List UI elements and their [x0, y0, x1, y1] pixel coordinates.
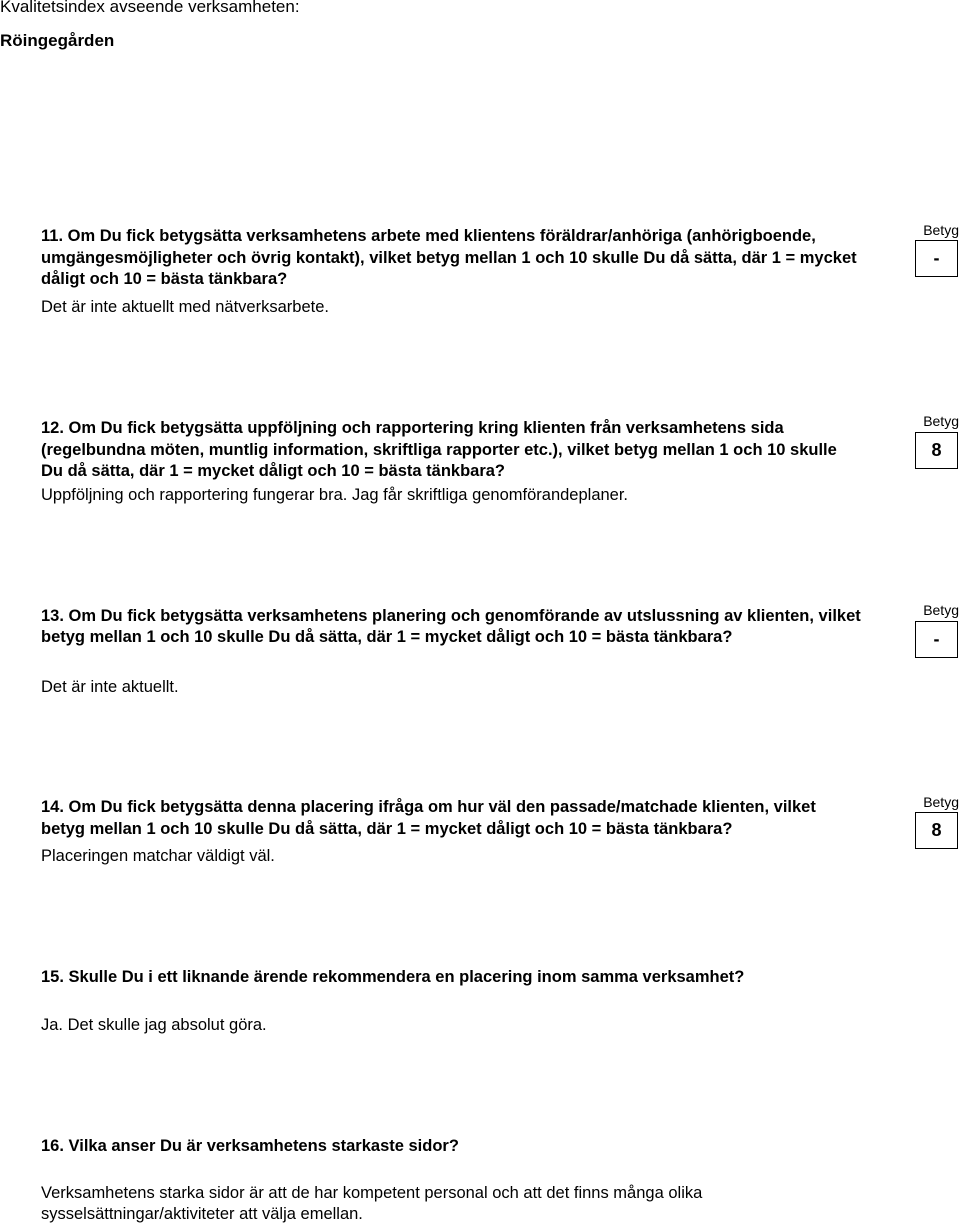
question-text-line: betyg mellan 1 och 10 skulle Du då sätta, där 1 = mycket dåligt och 10 = bästa tänkbara? — [41, 820, 733, 838]
betyg-value-box: - — [915, 621, 958, 658]
answer-text: Uppföljning och rapportering fungerar bra. Jag får skriftliga genomförandeplaner. — [41, 486, 629, 504]
question-text-line: 14. Om Du fick betygsätta denna placering ifråga om hur väl den passade/matchade klienten, vilket — [41, 798, 816, 816]
answer-text: Ja. Det skulle jag absolut göra. — [41, 1016, 267, 1034]
betyg-label: Betyg — [923, 413, 959, 429]
betyg-value-box: - — [915, 240, 958, 277]
question-text-line: 15. Skulle Du i ett liknande ärende rekommendera en placering inom samma verksamhet? — [41, 968, 745, 986]
question-text-line: betyg mellan 1 och 10 skulle Du då sätta, där 1 = mycket dåligt och 10 = bästa tänkbara? — [41, 628, 733, 646]
question-text-line: Du då sätta, där 1 = mycket dåligt och 10 = bästa tänkbara? — [41, 462, 506, 480]
betyg-label: Betyg — [923, 794, 959, 810]
question-text-line: (regelbundna möten, muntlig information, skriftliga rapporter etc.), vilket betyg mellan 1 och 10 skulle — [41, 441, 837, 459]
answer-text: Placeringen matchar väldigt väl. — [41, 847, 275, 865]
question-text-line: 12. Om Du fick betygsätta uppföljning och rapportering kring klienten från verksamhetens sida — [41, 419, 784, 437]
question-text-line: umgängesmöjligheter och övrig kontakt), vilket betyg mellan 1 och 10 skulle Du då sätta, där 1 = mycket — [41, 249, 857, 267]
answer-text: Det är inte aktuellt med nätverksarbete. — [41, 298, 329, 316]
question-text-line: 11. Om Du fick betygsätta verksamhetens arbete med klientens föräldrar/anhöriga (anhörigboende, — [41, 227, 816, 245]
organization-name: Röingegården — [0, 31, 115, 50]
betyg-value-box: 8 — [915, 812, 958, 849]
question-text-line: dåligt och 10 = bästa tänkbara? — [41, 270, 288, 288]
answer-text: sysselsättningar/aktiviteter att välja emellan. — [41, 1205, 363, 1223]
betyg-label: Betyg — [923, 222, 959, 238]
answer-text: Det är inte aktuellt. — [41, 678, 179, 696]
betyg-value-box: 8 — [915, 432, 958, 469]
answer-text: Verksamhetens starka sidor är att de har kompetent personal och att det finns många olika — [41, 1184, 703, 1202]
header-title: Kvalitetsindex avseende verksamheten: — [0, 0, 300, 16]
betyg-label: Betyg — [923, 602, 959, 618]
question-text-line: 16. Vilka anser Du är verksamhetens starkaste sidor? — [41, 1137, 459, 1155]
question-text-line: 13. Om Du fick betygsätta verksamhetens planering och genomförande av utslussning av klienten, vilket — [41, 607, 861, 625]
